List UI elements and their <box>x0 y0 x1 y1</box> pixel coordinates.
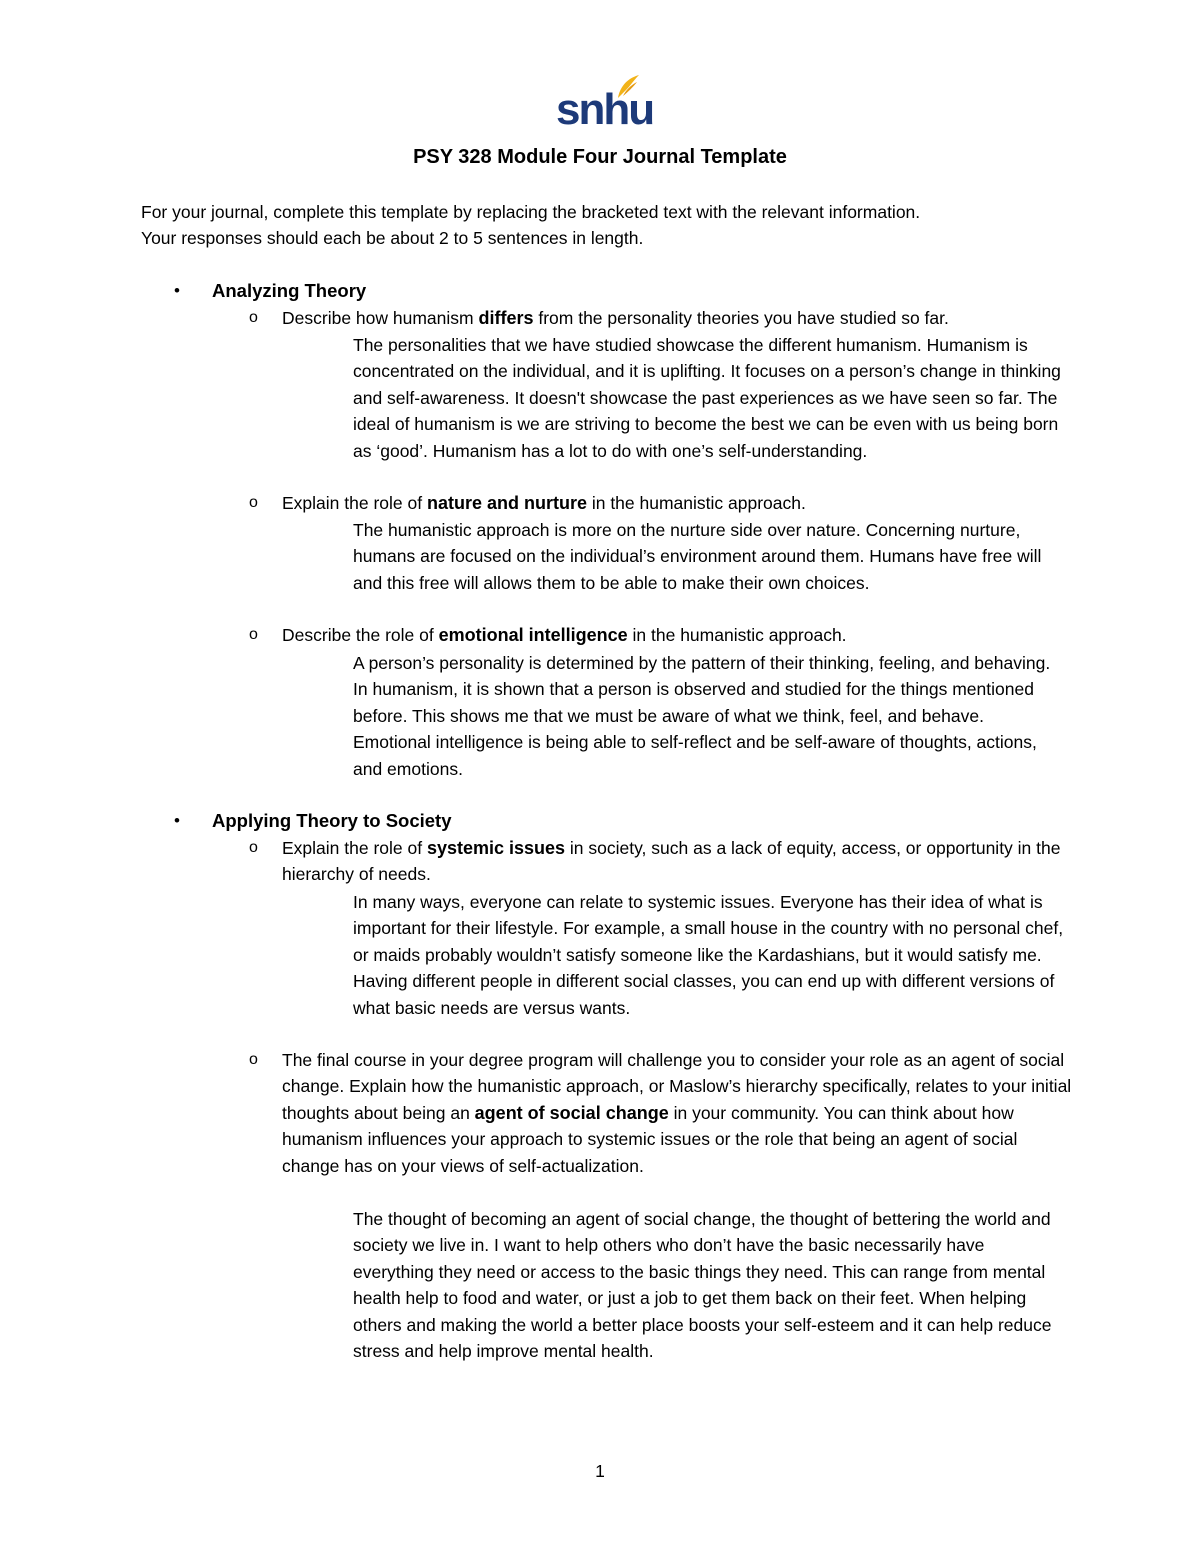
prompt-text: in society, such as a lack of equity, access, or opportunity in the hierarchy of needs. <box>282 838 1061 885</box>
sub-bullet-marker: o <box>249 494 258 511</box>
sub-bullet-marker: o <box>249 1051 258 1068</box>
prompt-key-term: emotional intelligence <box>438 625 628 645</box>
answer-text: The personalities that we have studied showcase the different humanism. Humanism is concentrated on the individual, and it is uplifting. It focuses on a person’s change in thinking and self-awareness. It doesn't showcase the past experiences as we have seen so far. The ideal of humanism is we are striving to become the best we can be even with us being born as ‘good’. Humanism has a lot to do with one’s self-understanding. <box>353 335 1061 461</box>
sub-bullet-marker: o <box>249 309 258 326</box>
intro-paragraph <box>141 199 1081 252</box>
prompt-key-term: nature and nurture <box>426 493 587 513</box>
question-prompt <box>282 490 1072 516</box>
page-title: PSY 328 Module Four Journal Template <box>413 146 787 168</box>
prompt-key-term: agent of social change <box>474 1102 669 1123</box>
prompt-text: Describe the role of <box>282 625 439 645</box>
prompt-text: from the personality theories you have studied so far. <box>533 308 949 328</box>
prompt-text: in the humanistic approach. <box>627 625 847 645</box>
answer-text: The thought of becoming an agent of social change, the thought of bettering the world and society we live in. I want to help others who don’t have the basic necessarily have everything they need or access to the basic things they need. This can range from mental health help to food and water, or just a job to get them back on their feet. When helping others and making the world a better place boosts your self-esteem and it can help reduce stress and help improve mental health. <box>353 1209 1052 1362</box>
prompt-text: The final course in your degree program will challenge you to consider your role as an agent of social change. Explain how the humanistic approach, or Maslow’s hierarchy specifically, relates to your initial thoughts about being an <box>282 1050 1072 1123</box>
intro-line-2: Your responses should each be about 2 to 5 sentences in length. <box>141 228 644 249</box>
prompt-key-term: differs <box>478 308 534 328</box>
page-number: 1 <box>595 1461 605 1481</box>
prompt-text: in your community. You can think about how humanism influences your approach to systemic issues or the role that being an agent of social change has on your views of self-actualization. <box>282 1102 1018 1176</box>
answer-text: The humanistic approach is more on the nurture side over nature. Concerning nurture, humans are focused on the individual’s environment around them. Humans have free will and this free will allows them to be able to make their own choices. <box>353 520 1042 593</box>
bullet-marker: • <box>174 811 180 830</box>
snhu-logo <box>556 74 654 134</box>
question-prompt <box>282 622 1072 648</box>
bullet-marker: • <box>174 281 180 300</box>
section-heading: Applying Theory to Society <box>212 810 452 831</box>
logo-text: snhu <box>556 85 654 134</box>
answer-text: A person’s personality is determined by the pattern of their thinking, feeling, and behaving. In humanism, it is shown that a person is observed and studied for the things mentioned before. This shows me that we must be aware of what we think, feel, and behave. Emotional intelligence is being able to self-reflect and be self-aware of thoughts, actions, and emotions. <box>353 653 1051 779</box>
question-prompt <box>282 1047 1072 1179</box>
section-heading: Analyzing Theory <box>212 280 367 301</box>
intro-line-1: For your journal, complete this template by replacing the bracketed text with the relevant information. <box>141 202 921 222</box>
sub-bullet-marker: o <box>249 626 258 643</box>
sub-bullet-marker: o <box>249 839 258 856</box>
question-prompt <box>282 835 1072 888</box>
question-prompt <box>282 305 1072 331</box>
prompt-text: Describe how humanism <box>282 308 479 328</box>
prompt-text: in the humanistic approach. <box>586 493 806 513</box>
prompt-key-term: systemic issues <box>426 838 566 858</box>
answer-text: In many ways, everyone can relate to systemic issues. Everyone has their idea of what is important for their lifestyle. For example, a small house in the country with no personal chef, or maids probably wouldn’t satisfy someone like the Kardashians, but it would satisfy me. Having different people in different social classes, you can end up with different versions of what basic needs are versus wants. <box>353 892 1064 1018</box>
prompt-text: Explain the role of <box>282 838 427 858</box>
prompt-text: Explain the role of <box>282 493 427 513</box>
